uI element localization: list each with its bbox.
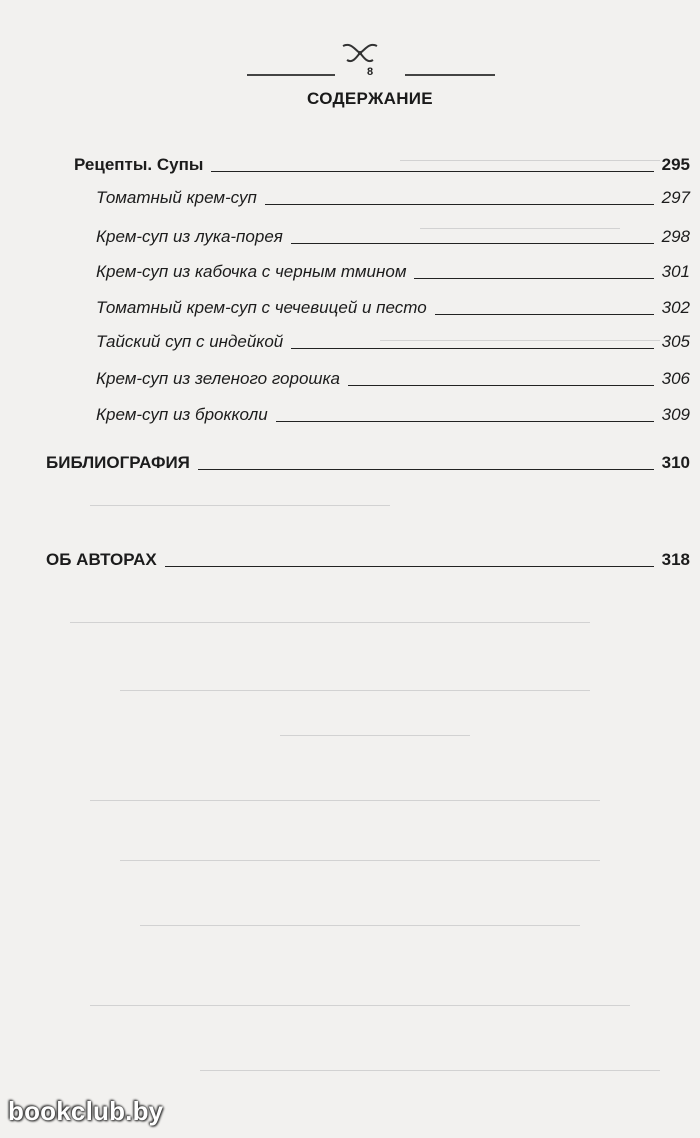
- page-number: 8: [366, 66, 374, 78]
- toc-recipe: [96, 369, 690, 389]
- toc-page: 302: [661, 298, 690, 317]
- toc-leader: [265, 204, 654, 205]
- toc-about-authors: [46, 550, 690, 570]
- toc-recipe: [96, 188, 690, 208]
- toc-leader: [348, 385, 654, 386]
- toc-leader: [198, 469, 654, 470]
- toc-label: Томатный крем-суп с чечевицей и песто: [96, 298, 427, 317]
- toc-recipe: [96, 262, 690, 282]
- page-title: СОДЕРЖАНИЕ: [307, 89, 433, 108]
- toc-leader: [211, 171, 653, 172]
- toc-page: 301: [661, 262, 690, 281]
- toc-label: Томатный крем-суп: [96, 188, 257, 207]
- toc-recipe: [96, 405, 690, 425]
- header-rule-left: [247, 74, 335, 76]
- toc-page: 295: [661, 155, 690, 174]
- toc-label: Крем-суп из лука-порея: [96, 227, 283, 246]
- toc-page: 305: [661, 332, 690, 351]
- toc-page: 297: [661, 188, 690, 207]
- toc-label: Крем-суп из брокколи: [96, 405, 268, 424]
- ornament-icon: [337, 40, 383, 66]
- toc-leader: [414, 278, 653, 279]
- toc-page: 318: [661, 550, 690, 569]
- toc-leader: [291, 348, 653, 349]
- toc-section-soups: [74, 155, 690, 175]
- toc-page: 309: [661, 405, 690, 424]
- toc-page: 298: [661, 227, 690, 246]
- toc-page: 306: [661, 369, 690, 388]
- toc-bibliography: [46, 453, 690, 473]
- toc-leader: [276, 421, 654, 422]
- toc-leader: [435, 314, 654, 315]
- toc-recipe: [96, 298, 690, 318]
- toc-label: БИБЛИОГРАФИЯ: [46, 453, 190, 472]
- toc-recipe: [96, 227, 690, 247]
- header-rule-right: [405, 74, 495, 76]
- toc-label: Рецепты. Супы: [74, 155, 204, 174]
- toc-label: Крем-суп из кабочка с черным тмином: [96, 262, 407, 281]
- toc-recipe: [96, 332, 690, 352]
- toc-leader: [291, 243, 654, 244]
- toc-label: ОБ АВТОРАХ: [46, 550, 157, 569]
- toc-page: 310: [661, 453, 690, 472]
- toc-label: Тайский суп с индейкой: [96, 332, 284, 351]
- toc-label: Крем-суп из зеленого горошка: [96, 369, 340, 388]
- toc-leader: [165, 566, 654, 567]
- watermark: bookclub.by: [8, 1096, 164, 1126]
